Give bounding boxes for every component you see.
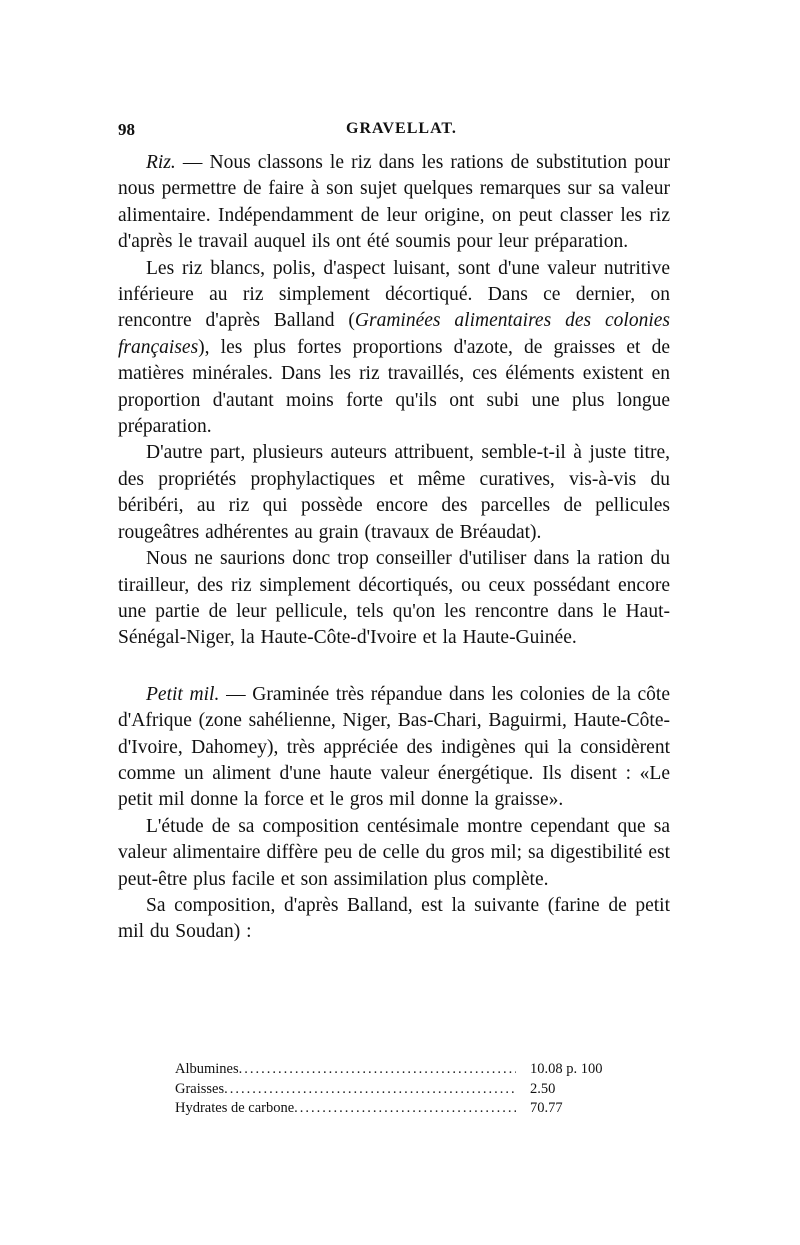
composition-value: 2.50 [530, 1080, 556, 1097]
paragraph-text: — Graminée très répandue dans les colonies de la côte d'Afrique (zone sahélienne, Niger, Bas-Chari, Baguirmi, Haute-Côte-d'Ivoire, Dahomey), très appréciée des indigènes qui la considèrent comme un aliment d'une haute valeur énergétique. Ils disent : «Le petit mil donne la force et le gros mil donne la graisse». [118, 683, 670, 811]
paragraph-text: Les riz blancs, polis, d'aspect luisant, sont d'une valeur nutritive inférieure au riz simplement décortiqué. Dans ce dernier, on rencontre d'après Balland ( [118, 257, 670, 332]
paragraph-conseil: Nous ne saurions donc trop conseiller d'utiliser dans la ration du tirailleur, des riz simplement décortiqués, ou ceux possédant encore une partie de leur pellicule, tels qu'on les rencontre dans le Haut-Sénégal-Niger, la Haute-Côte-d'Ivoire et la Haute-Guinée. [118, 548, 670, 649]
composition-value: 70.77 [530, 1100, 563, 1116]
composition-value: 10.08 p. 100 [530, 1061, 603, 1077]
paragraph-composition-intro: Sa composition, d'après Balland, est la suivante (farine de petit mil du Soudan) : [118, 894, 670, 943]
composition-row [175, 1099, 625, 1119]
composition-label: Graisses [175, 1080, 225, 1097]
cited-work-title: Graminées alimentaires des colonies françaises [118, 310, 670, 358]
paragraph-riz-intro [118, 150, 670, 256]
composition-label: Albumines [175, 1061, 239, 1077]
body-text [118, 150, 670, 946]
paragraph-text: — Nous classons le riz dans les rations de substitution pour nous permettre de faire à son sujet quelques remarques sur sa valeur alimentaire. Indépendamment de leur origine, on peut classer les riz d'après le travail auquel ils ont été soumis pour leur préparation. [118, 152, 670, 253]
composition-table [175, 1060, 625, 1119]
section-gap [118, 652, 670, 682]
section-lead-riz: Riz. [146, 152, 176, 173]
paragraph-beriberi: D'autre part, plusieurs auteurs attribuent, semble-t-il à juste titre, des propriétés prophylactiques et même curatives, vis-à-vis du béribéri, au riz qui possède encore des parcelles de pellicules rougeâtres adhérentes au grain (travaux de Bréaudat). [118, 442, 670, 543]
running-head [118, 120, 670, 144]
leader-dots [239, 1060, 516, 1080]
paragraph-riz-blancs [118, 256, 670, 441]
leader-dots [294, 1099, 516, 1119]
paragraph-text: ), les plus fortes proportions d'azote, de graisses et de matières minérales. Dans les riz travaillés, ces éléments existent en proportion d'autant moins forte qu'ils ont subi une plus longue préparation. [118, 336, 670, 438]
composition-row [175, 1080, 625, 1100]
running-title: GRAVELLAT. [346, 120, 457, 137]
page-number: 98 [118, 120, 135, 139]
leader-dots [224, 1080, 516, 1100]
composition-row [175, 1060, 625, 1080]
composition-label: Hydrates de carbone [175, 1100, 295, 1116]
paragraph-composition-study: L'étude de sa composition centésimale montre cependant que sa valeur alimentaire diffère peu de celle du gros mil; sa digestibilité est peut-être plus facile et son assimilation plus complète. [118, 815, 670, 890]
paragraph-petit-mil [118, 682, 670, 814]
section-lead-petit-mil: Petit mil. [146, 683, 220, 705]
